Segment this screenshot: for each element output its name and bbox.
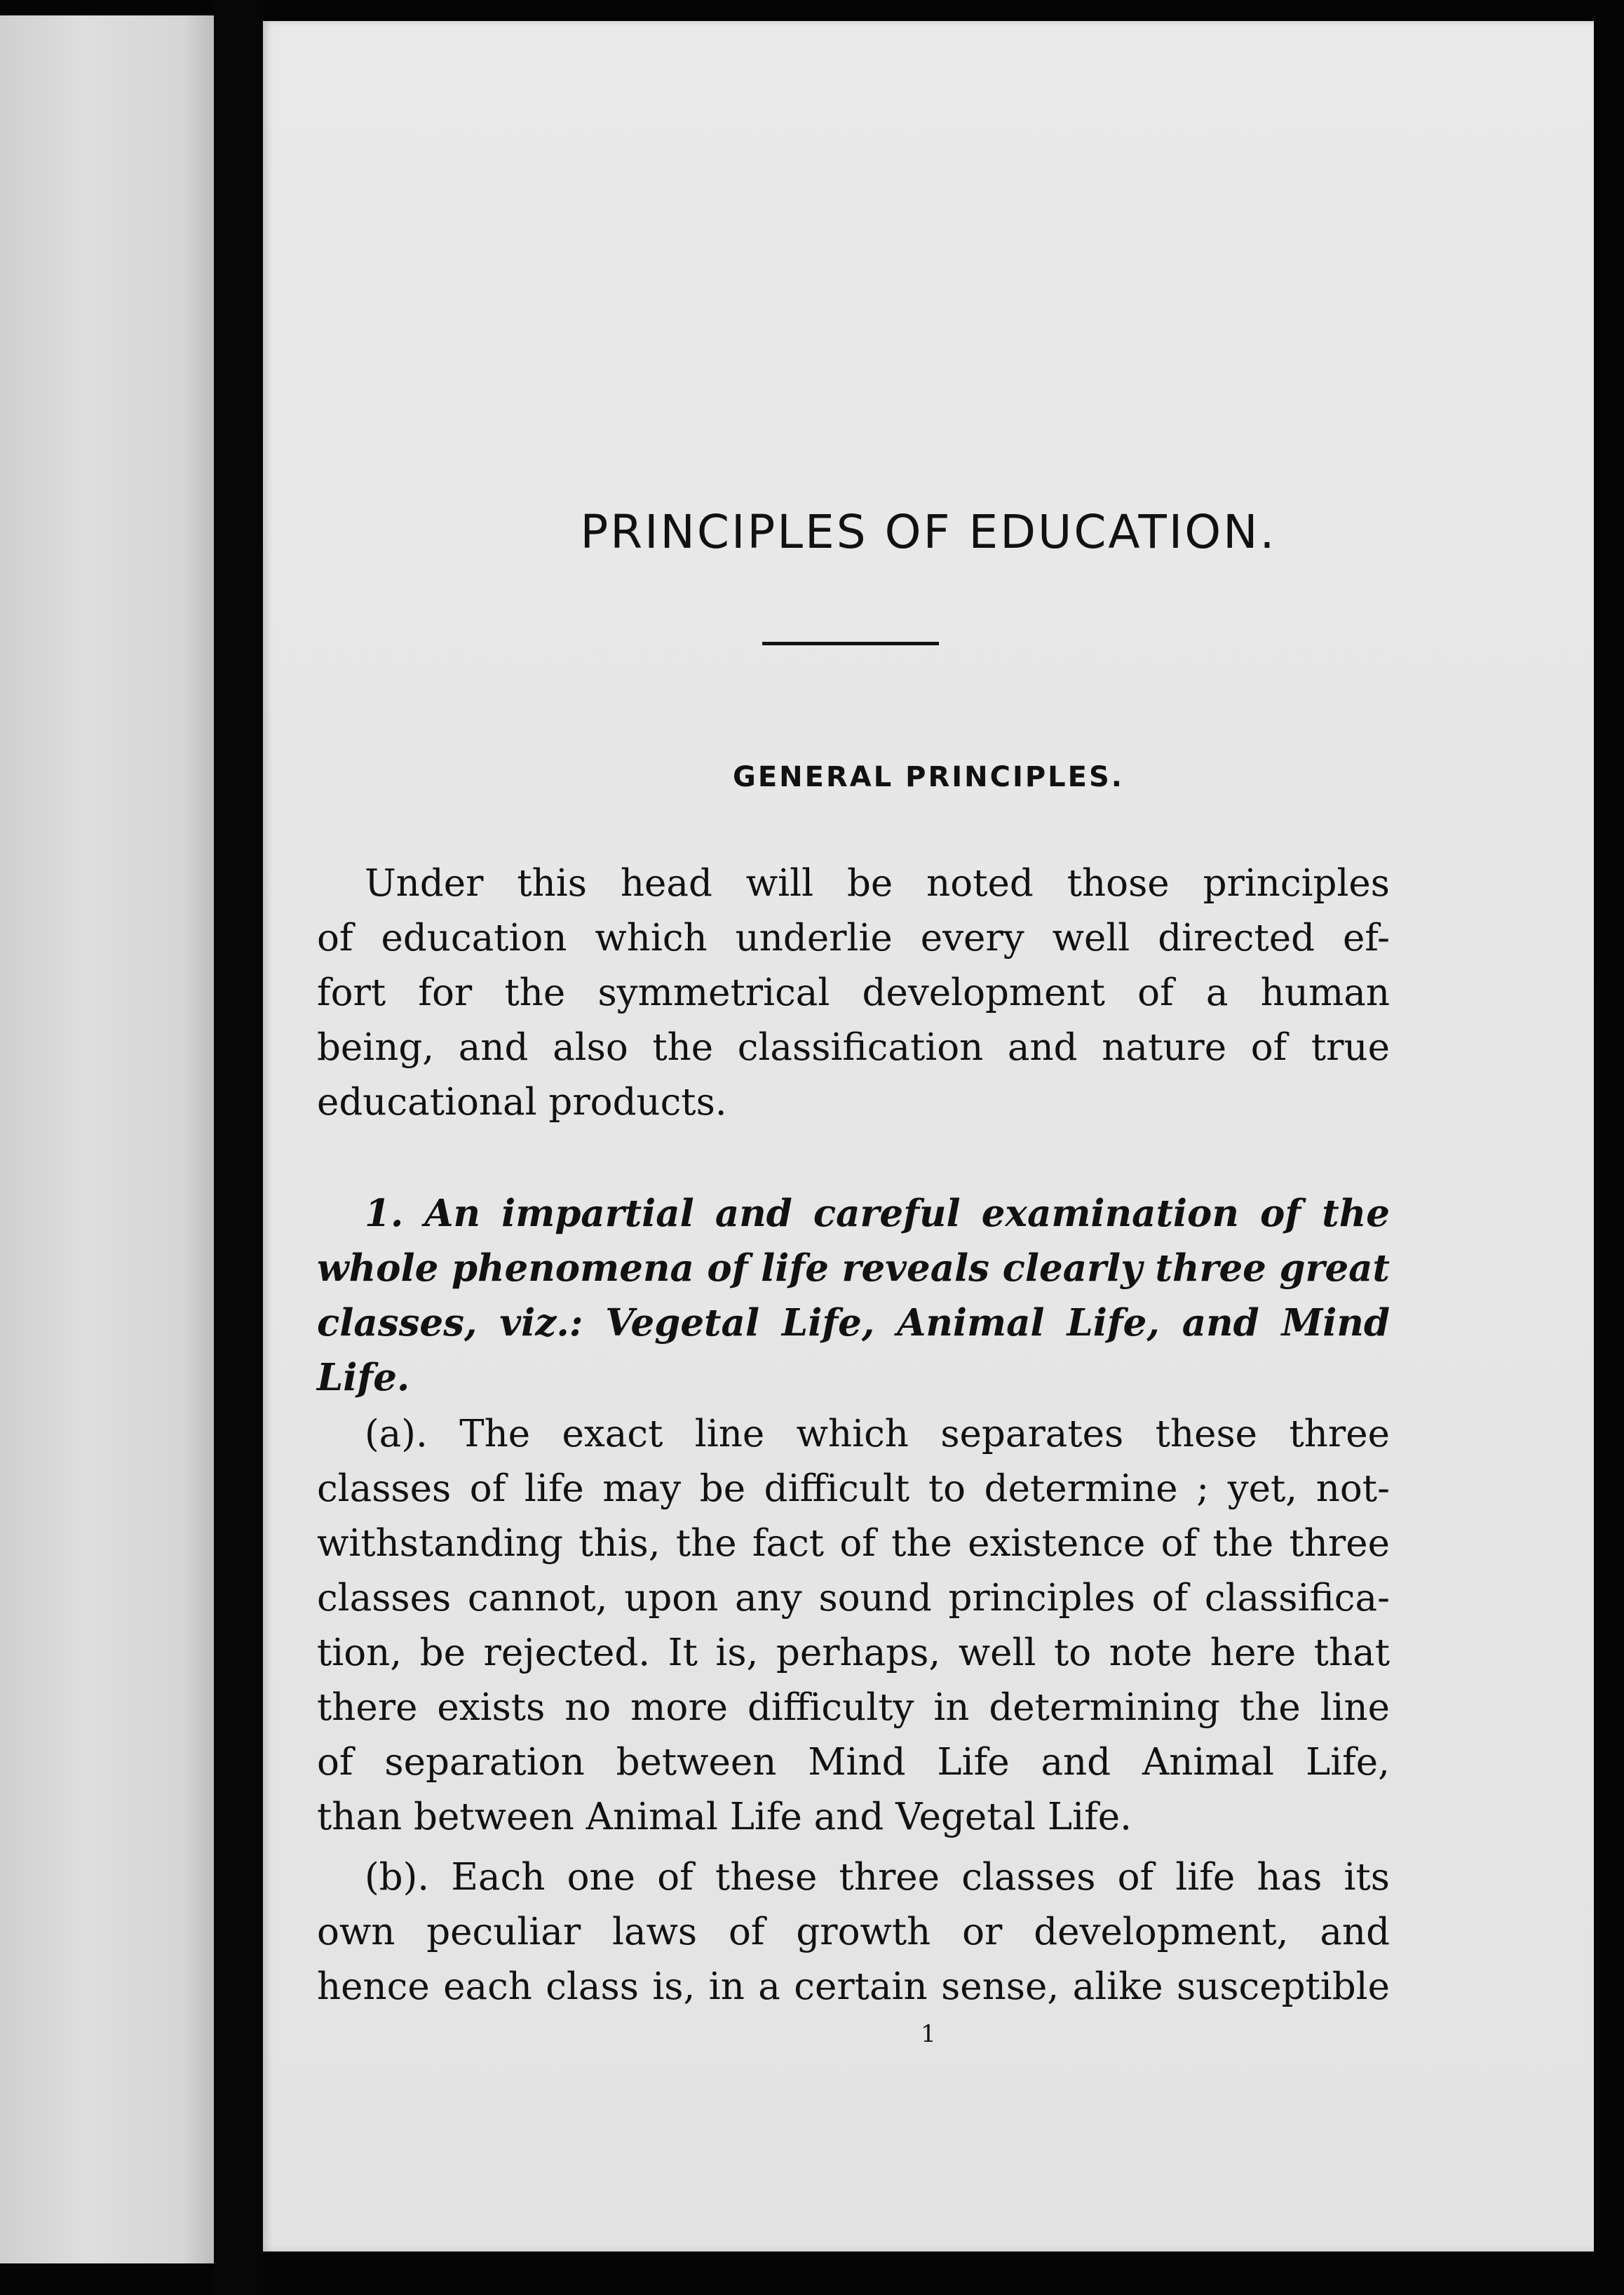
principle-1-line: Life. — [317, 1356, 410, 1399]
para-a-line: withstanding this, the fact of the existence of the three — [317, 1522, 1390, 1565]
para-a-line: than between Animal Life and Vegetal Life. — [317, 1796, 1132, 1838]
intro-line: fort for the symmetrical development of a human — [317, 971, 1390, 1014]
para-a-line: there exists no more difficulty in determining the line — [317, 1686, 1390, 1729]
para-a-line: classes cannot, upon any sound principles of classifica- — [317, 1577, 1390, 1620]
book-spine — [214, 0, 263, 2295]
title-rule — [762, 642, 939, 645]
page-number: 1 — [921, 2020, 936, 2048]
para-a-line: tion, be rejected. It is, perhaps, well to note here that — [317, 1631, 1390, 1674]
para-a-line: of separation between Mind Life and Animal Life, — [317, 1741, 1390, 1784]
para-a-line: (a). The exact line which separates these three — [365, 1413, 1390, 1455]
section-heading: GENERAL PRINCIPLES. — [733, 761, 1124, 793]
principle-1-line: whole phenomena of life reveals clearly three great — [317, 1246, 1390, 1290]
para-a-line: classes of life may be difficult to determine ; yet, not- — [317, 1467, 1390, 1510]
page-title: PRINCIPLES OF EDUCATION. — [580, 505, 1277, 559]
principle-1-line: classes, viz.: Vegetal Life, Animal Life, and Mind — [317, 1301, 1390, 1345]
intro-line: Under this head will be noted those principles — [365, 862, 1390, 905]
para-b-line: hence each class is, in a certain sense, alike susceptible — [317, 1965, 1390, 2008]
para-b-line: (b). Each one of these three classes of life has its — [365, 1856, 1390, 1899]
book-page — [263, 21, 1594, 2252]
intro-line: educational products. — [317, 1081, 727, 1124]
principle-1-line: 1. An impartial and careful examination of the — [365, 1192, 1390, 1235]
intro-line: of education which underlie every well directed ef- — [317, 917, 1390, 960]
intro-line: being, and also the classification and nature of true — [317, 1026, 1390, 1069]
para-b-line: own peculiar laws of growth or development, and — [317, 1911, 1390, 1953]
previous-page-edge — [0, 15, 214, 2263]
